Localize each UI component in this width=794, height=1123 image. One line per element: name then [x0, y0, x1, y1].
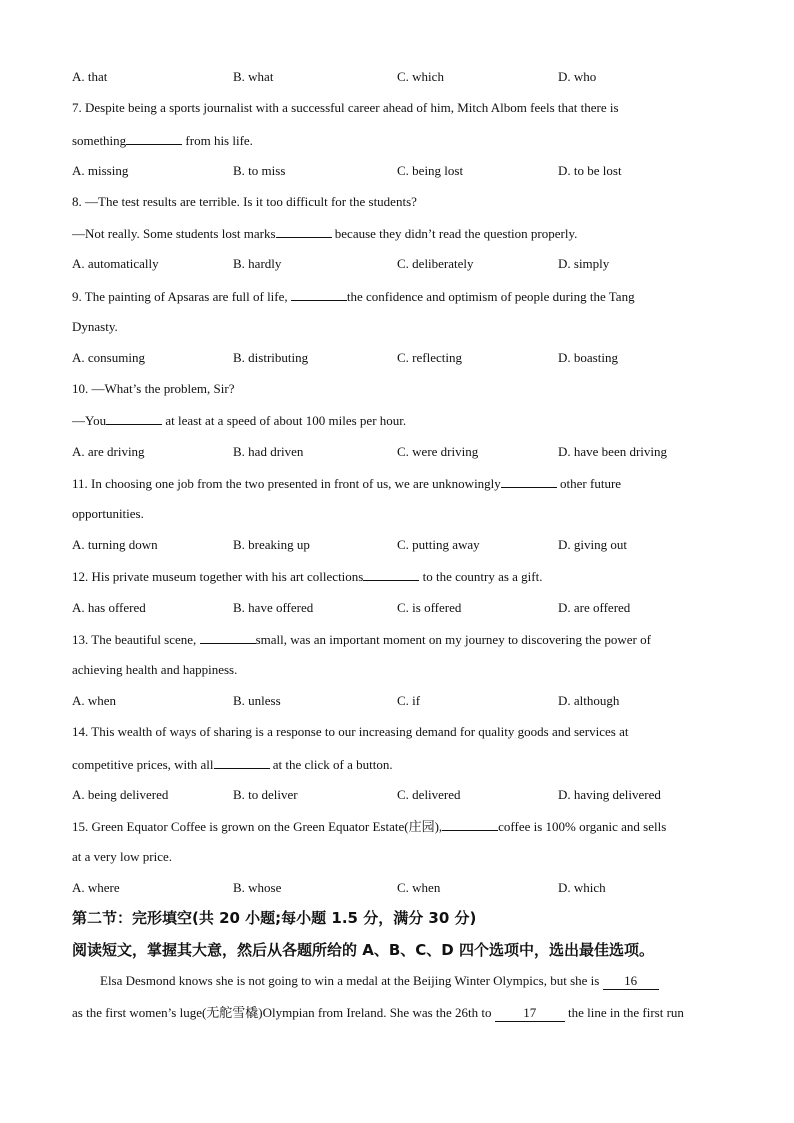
q9-option-b[interactable]: B. distributing	[233, 350, 309, 365]
section2-instruction: 阅读短文，掌握其大意，然后从各题所给的 A、B、C、D 四个选项中，选出最佳选项。	[72, 941, 654, 959]
q10-blank	[106, 412, 162, 425]
q8-blank	[276, 225, 332, 238]
q15-option-a[interactable]: A. where	[72, 880, 120, 895]
q15-text: 15. Green Equator Coffee is grown on the Green Equator Estate(庄园),	[72, 819, 443, 834]
q15-option-c[interactable]: C. when	[397, 880, 441, 895]
q15-stem-line1	[72, 818, 666, 835]
q11-option-c[interactable]: C. putting away	[397, 537, 480, 552]
q6-option-c[interactable]: C. which	[397, 69, 444, 84]
q7-blank	[126, 132, 182, 145]
q12-blank	[363, 568, 419, 581]
q7-option-a[interactable]: A. missing	[72, 163, 129, 178]
q12-option-c[interactable]: C. is offered	[397, 600, 462, 615]
q10-option-a[interactable]: A. are driving	[72, 444, 145, 459]
q10-option-c[interactable]: C. were driving	[397, 444, 479, 459]
q13-option-c[interactable]: C. if	[397, 693, 421, 708]
q6-option-d[interactable]: D. who	[558, 69, 597, 84]
q14-blank	[214, 756, 270, 769]
q13-option-a[interactable]: A. when	[72, 693, 117, 708]
q11-option-d[interactable]: D. giving out	[558, 537, 627, 552]
q14-option-b[interactable]: B. to deliver	[233, 787, 298, 802]
q12-option-a[interactable]: A. has offered	[72, 600, 146, 615]
q11-blank	[501, 475, 557, 488]
q14-stem-line1: 14. This wealth of ways of sharing is a response to our increasing demand for quality goods and services at	[72, 724, 629, 739]
q8-option-a[interactable]: A. automatically	[72, 256, 159, 271]
q7-text: something	[72, 133, 127, 148]
q13-option-b[interactable]: B. unless	[233, 693, 281, 708]
q15-blank	[442, 818, 498, 831]
q15-option-d[interactable]: D. which	[558, 880, 606, 895]
q14-text: competitive prices, with all	[72, 757, 214, 772]
q10-text-after: at least at a speed of about 100 miles per hour.	[162, 413, 407, 428]
q6-option-a[interactable]: A. that	[72, 69, 108, 84]
q7-stem-line2	[72, 132, 253, 149]
q13-option-d[interactable]: D. although	[558, 693, 620, 708]
cloze-blank-17: 17	[495, 1005, 565, 1022]
q11-stem-line2: opportunities.	[72, 506, 144, 521]
q9-stem-line2: Dynasty.	[72, 319, 118, 334]
q13-text: 13. The beautiful scene,	[72, 632, 200, 647]
q9-option-a[interactable]: A. consuming	[72, 350, 145, 365]
q10-stem-line1: 10. —What’s the problem, Sir?	[72, 381, 235, 396]
q13-stem-line1	[72, 631, 651, 648]
cloze-blank-16: 16	[603, 973, 659, 990]
q7-option-c[interactable]: C. being lost	[397, 163, 464, 178]
q14-option-c[interactable]: C. delivered	[397, 787, 461, 802]
q12-text: 12. His private museum together with his art collections	[72, 569, 364, 584]
q14-text-after: at the click of a button.	[269, 757, 393, 772]
q7-stem-line1: 7. Despite being a sports journalist with a successful career ahead of him, Mitch Albom feels that there is	[72, 100, 619, 115]
q8-text-after: because they didn’t read the question properly.	[331, 226, 578, 241]
passage-line2	[72, 1005, 684, 1022]
q7-option-d[interactable]: D. to be lost	[558, 163, 622, 178]
q15-stem-line2: at a very low price.	[72, 849, 172, 864]
q14-stem-line2	[72, 756, 393, 773]
q9-text-after: the confidence and optimism of people during the Tang	[346, 289, 635, 304]
q15-option-b[interactable]: B. whose	[233, 880, 282, 895]
q10-option-b[interactable]: B. had driven	[233, 444, 304, 459]
q12-option-b[interactable]: B. have offered	[233, 600, 314, 615]
q12-stem-line1	[72, 568, 542, 585]
q10-stem-line2	[72, 412, 406, 429]
q8-stem-line2	[72, 225, 577, 242]
q11-option-b[interactable]: B. breaking up	[233, 537, 310, 552]
q14-option-a[interactable]: A. being delivered	[72, 787, 169, 802]
passage-line1	[100, 973, 659, 990]
q11-text-after: other future	[556, 476, 622, 491]
q7-text-after: from his life.	[182, 133, 253, 148]
passage-text-after: the line in the first run	[564, 1005, 684, 1020]
q8-option-b[interactable]: B. hardly	[233, 256, 282, 271]
q12-text-after: to the country as a gift.	[419, 569, 543, 584]
q15-text-after: coffee is 100% organic and sells	[498, 819, 667, 834]
q10-text: —You	[72, 413, 107, 428]
q11-option-a[interactable]: A. turning down	[72, 537, 158, 552]
q9-text: 9. The painting of Apsaras are full of life,	[72, 289, 291, 304]
q8-option-d[interactable]: D. simply	[558, 256, 610, 271]
section2-title: 第二节：完形填空(共 20 小题;每小题 1.5 分，满分 30 分)	[72, 909, 477, 927]
q9-option-d[interactable]: D. boasting	[558, 350, 618, 365]
q11-stem-line1	[72, 475, 621, 492]
passage-text: Elsa Desmond knows she is not going to win a medal at the Beijing Winter Olympics, but she is	[100, 973, 603, 988]
q8-stem-line1: 8. —The test results are terrible. Is it too difficult for the students?	[72, 194, 417, 209]
q12-option-d[interactable]: D. are offered	[558, 600, 631, 615]
q8-option-c[interactable]: C. deliberately	[397, 256, 474, 271]
q7-option-b[interactable]: B. to miss	[233, 163, 286, 178]
q9-stem-line1	[72, 288, 635, 305]
q13-stem-line2: achieving health and happiness.	[72, 662, 238, 677]
q6-option-b[interactable]: B. what	[233, 69, 274, 84]
q13-blank	[200, 631, 256, 644]
q14-option-d[interactable]: D. having delivered	[558, 787, 661, 802]
q11-text: 11. In choosing one job from the two presented in front of us, we are unknowingly	[72, 476, 501, 491]
q9-blank	[291, 288, 347, 301]
passage-text: as the first women’s luge(无舵雪橇)Olympian from Ireland. She was the 26th to	[72, 1005, 495, 1020]
q10-option-d[interactable]: D. have been driving	[558, 444, 668, 459]
q8-text: —Not really. Some students lost marks	[72, 226, 276, 241]
q9-option-c[interactable]: C. reflecting	[397, 350, 462, 365]
q13-text-after: small, was an important moment on my journey to discovering the power of	[255, 632, 651, 647]
